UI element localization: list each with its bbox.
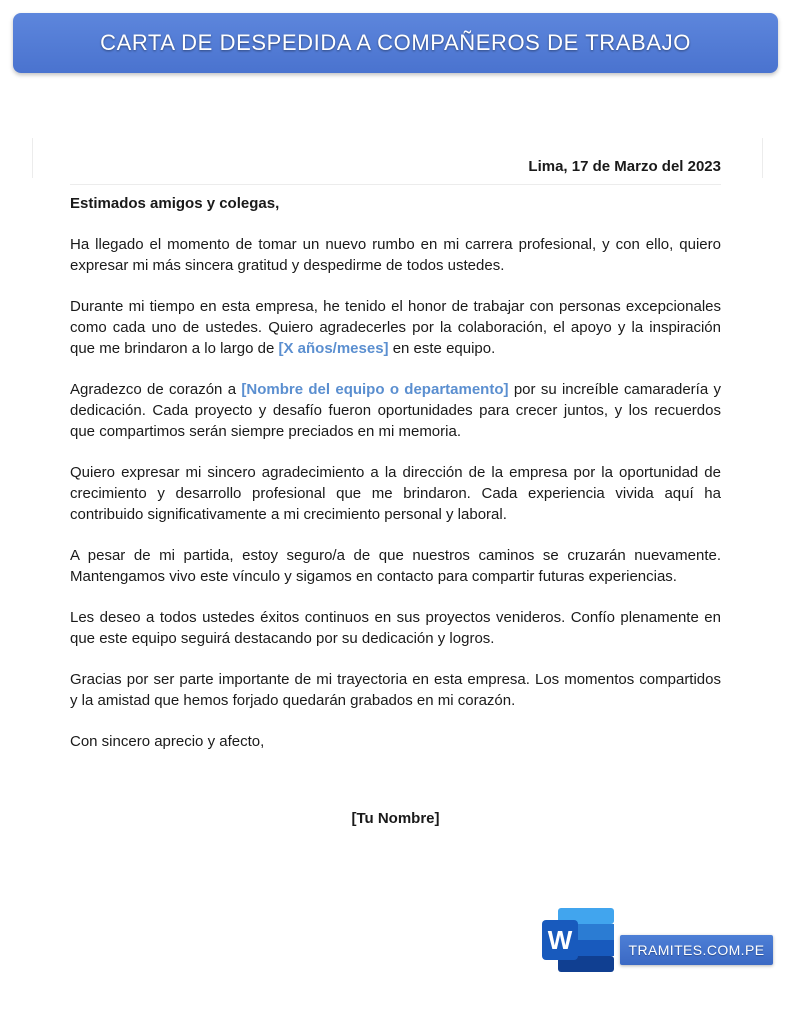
paragraph-5 (70, 545, 721, 587)
footer-brand (540, 905, 780, 975)
paragraph-6-text: Les deseo a todos ustedes éxitos continuos en sus proyectos venideros. Confío plenamente en que este equipo seguirá destacando por su dedicación y logros. (70, 609, 721, 647)
word-icon (540, 908, 616, 972)
letter-date: Lima, 17 de Marzo del 2023 (70, 150, 721, 185)
paragraph-7-text: Gracias por ser parte importante de mi trayectoria en esta empresa. Los momentos compartidos y la amistad que hemos forjado quedarán grabados en mi corazón. (70, 671, 721, 709)
signature-placeholder: [Tu Nombre] (351, 810, 440, 827)
paragraph-2-text-a: Durante mi tiempo en esta empresa, he tenido el honor de trabajar con personas excepcionales como cada uno de ustedes. Quiero agradecerles por la colaboración, el apoyo y la inspiración que me brindaron a lo largo de (70, 298, 721, 357)
word-icon-letter: W (547, 925, 573, 955)
closing-line: Con sincero aprecio y afecto, (70, 733, 265, 750)
brand-badge[interactable] (620, 935, 773, 965)
paragraph-3-text-a: Agradezco de corazón a (70, 381, 242, 398)
placeholder-duration: [X años/meses] (278, 340, 389, 357)
paragraph-1-text: Ha llegado el momento de tomar un nuevo rumbo en mi carrera profesional, y con ello, quiero expresar mi más sincera gratitud y despedirme de todos ustedes. (70, 236, 721, 274)
paragraph-4-text: Quiero expresar mi sincero agradecimiento a la dirección de la empresa por la oportunidad de crecimiento y desarrollo profesional que me brindaron. Cada experiencia vivida aquí ha contribuido significativamente a mi crecimiento personal y laboral. (70, 464, 721, 523)
brand-text: TRAMITES.COM.PE (628, 942, 765, 958)
paragraph-7 (70, 669, 721, 711)
paragraph-5-text: A pesar de mi partida, estoy seguro/a de que nuestros caminos se cruzarán nuevamente. Mantengamos vivo este vínculo y sigamos en contacto para compartir futuras experiencias. (70, 547, 721, 585)
paragraph-2-text-b: en este equipo. (388, 340, 496, 357)
letter-body (70, 150, 721, 829)
paragraph-3-text-b: por su increíble camaradería y dedicación. Cada proyecto y desafío fueron oportunidades para crecer juntos, y los recuerdos que compartimos serán siempre preciados en mi memoria. (70, 381, 722, 440)
page-title: CARTA DE DESPEDIDA A COMPAÑEROS DE TRABAJO (100, 30, 691, 55)
title-banner (13, 13, 778, 73)
placeholder-team-name: [Nombre del equipo o departamento] (241, 381, 509, 398)
paragraph-2 (70, 296, 721, 359)
page-edge-right (762, 138, 763, 178)
paragraph-1 (70, 234, 721, 276)
paragraph-3 (70, 379, 721, 442)
salutation: Estimados amigos y colegas, (70, 195, 280, 212)
paragraph-6 (70, 607, 721, 649)
paragraph-4 (70, 462, 721, 525)
page-edge-left (32, 138, 33, 178)
